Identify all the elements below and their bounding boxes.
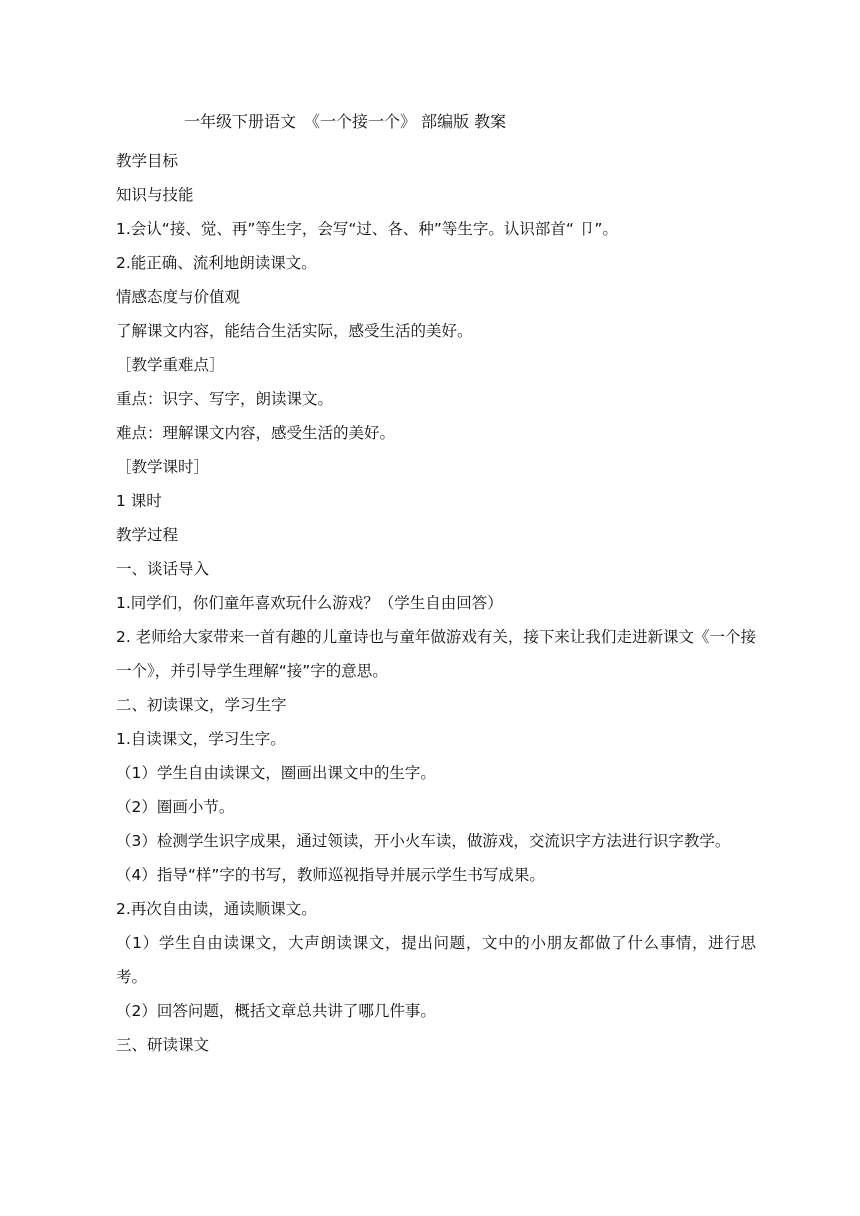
key-point-text: 重点：识字、写字，朗读课文。 — [116, 390, 334, 408]
step-heading-first-reading: 二、初读课文，学习生字 — [116, 696, 287, 714]
goal-item-2: 2.能正确、流利地朗读课文。 — [116, 254, 317, 272]
first-reading-subitem-3: （3）检测学生识字成果，通过领读，开小火车读，做游戏，交流识字方法进行识字教学。 — [116, 832, 731, 850]
difficult-point-text: 难点：理解课文内容，感受生活的美好。 — [116, 424, 396, 442]
intro-item-1: 1.同学们，你们童年喜欢玩什么游戏？（学生自由回答） — [116, 594, 503, 612]
second-reading-subitem-2: （2）回答问题，概括文章总共讲了哪几件事。 — [116, 1002, 436, 1020]
intro-item-2: 2. 老师给大家带来一首有趣的儿童诗也与童年做游戏有关，接下来让我们走进新课文《一个接一个》，并引导学生理解“接”字的意思。 — [116, 628, 756, 680]
document-title: 一年级下册语文 《一个接一个》 部编版 教案 — [184, 112, 507, 131]
section-heading-teaching-goals: 教学目标 — [116, 152, 179, 170]
first-reading-item-2: 2.再次自由读，通读顺课文。 — [116, 900, 317, 918]
first-reading-subitem-4: （4）指导“样”字的书写，教师巡视指导并展示学生书写成果。 — [116, 866, 545, 884]
subheading-knowledge-skills: 知识与技能 — [116, 186, 194, 204]
first-reading-item-1: 1.自读课文，学习生字。 — [116, 730, 286, 748]
section-heading-class-hours: ［教学课时］ — [116, 458, 210, 476]
subheading-emotion-values: 情感态度与价值观 — [116, 288, 241, 306]
first-reading-subitem-2: （2）圈画小节。 — [116, 798, 235, 816]
step-heading-intro: 一、谈话导入 — [116, 560, 210, 578]
section-heading-teaching-process: 教学过程 — [116, 526, 179, 544]
section-heading-key-points: ［教学重难点］ — [116, 356, 225, 374]
first-reading-subitem-1: （1）学生自由读课文，圈画出课文中的生字。 — [116, 764, 436, 782]
class-hours-value: 1 课时 — [116, 492, 162, 510]
second-reading-subitem-1: （1）学生自由读课文，大声朗读课文，提出问题，文中的小朋友都做了什么事情，进行思考。 — [116, 934, 756, 986]
goal-item-1: 1.会认“接、觉、再”等生字，会写“过、各、种”等生字。认识部首“ 卩”。 — [116, 220, 618, 238]
step-heading-study-text: 三、研读课文 — [116, 1036, 210, 1054]
document-body — [116, 144, 756, 1062]
emotion-goal-text: 了解课文内容，能结合生活实际，感受生活的美好。 — [116, 322, 473, 340]
